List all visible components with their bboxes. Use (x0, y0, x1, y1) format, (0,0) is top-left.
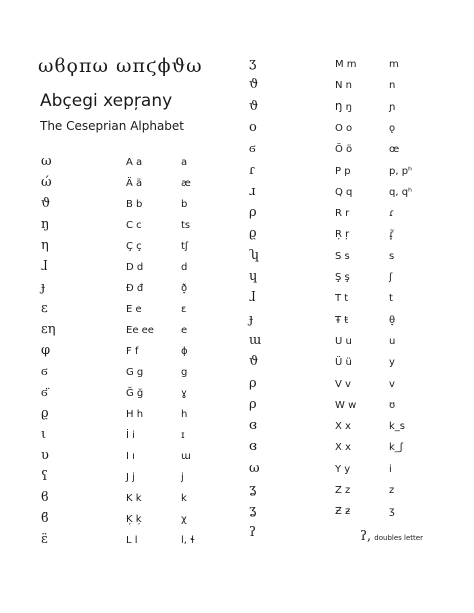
glyph: ο (249, 119, 257, 135)
ipa-value: ɪ (181, 430, 185, 441)
ipa-value: ɾ (389, 208, 395, 220)
glyph: ε (41, 301, 48, 316)
glyph: ϐ (41, 490, 49, 505)
ipa-value: ð̞ (181, 283, 188, 294)
ipa-value: q, qʰ (389, 186, 413, 198)
ipa-value: θ̞ (389, 314, 396, 326)
glyph: ω (249, 460, 260, 476)
ipa-value: tʃ (181, 241, 189, 252)
glyph: ρ (249, 375, 257, 391)
latin-letter: Ş ş (335, 272, 350, 283)
ipa-value: k_s (389, 421, 406, 433)
glyph: ɺ (41, 259, 48, 274)
glyph: ʓ (249, 503, 257, 519)
latin-letter: Ķ ķ (126, 514, 142, 525)
glyph: ρ (249, 205, 257, 221)
glyph: ω (41, 154, 52, 169)
latin-letter: Q q (335, 186, 353, 198)
glyph: ɯ (249, 332, 262, 348)
latin-letter: K k (126, 493, 142, 504)
ipa-value: b (181, 199, 188, 210)
glyph: ϑ (249, 354, 259, 370)
glyph: ʒ (249, 56, 257, 71)
ipa-value: ɛ (181, 304, 187, 315)
latin-letter: I ı (126, 451, 135, 462)
latin-letter: N n (335, 80, 352, 92)
latin-letter: Ŗ ŗ (335, 229, 350, 241)
glyph: ϐ̈ (41, 511, 49, 526)
ipa-value: ʊ (389, 399, 396, 411)
glyph: ϭ̈ (41, 385, 48, 400)
ipa-value: k (181, 493, 187, 504)
ipa-value: ɾ̥̃ (389, 229, 395, 241)
latin-letter: Ç ç (126, 241, 142, 252)
latin-letter: A a (126, 157, 143, 168)
latin-letter: Ƶ ƶ (335, 506, 351, 518)
ipa-value: k_ʃ (389, 442, 404, 454)
ipa-value: e (181, 325, 188, 336)
latin-letter: C c (126, 220, 142, 231)
glyph: ρ (249, 396, 257, 412)
ipa-value: p, pʰ (389, 165, 413, 177)
glyph: ɞ (249, 418, 257, 434)
latin-letter: X x (335, 442, 351, 454)
latin-letter: Ü ü (335, 357, 352, 369)
ipa-value: h (181, 409, 188, 420)
glyph: ι (41, 427, 47, 442)
glyph: ʮ (249, 247, 260, 263)
ipa-value: g (181, 367, 188, 378)
ipa-value: χ (181, 514, 187, 525)
ipa-value: d (181, 262, 188, 273)
latin-letter: H h (126, 409, 144, 420)
latin-letter: E e (126, 304, 142, 315)
latin-letter: Ä ä (126, 178, 143, 189)
script-title: ωϐϙπω ωπϛϕϑω (38, 55, 203, 77)
latin-letter: Ŋ ŋ (335, 101, 352, 113)
glyph: ɟ (41, 280, 46, 295)
latin-letter: S s (335, 250, 350, 262)
glyph: ɞ (249, 439, 257, 455)
latin-letter: Y y (335, 463, 351, 475)
latin-letter: G g (126, 367, 144, 378)
ipa-value: œ (389, 144, 400, 156)
ipa-value: s (389, 250, 395, 262)
latin-letter: U u (335, 335, 352, 347)
latin-letter: Ğ ğ (126, 388, 144, 399)
footnote (360, 531, 423, 544)
glyph: η (41, 238, 49, 253)
latin-letter: B b (126, 199, 143, 210)
ipa-value: i (389, 463, 392, 475)
latin-letter: Z z (335, 485, 351, 496)
ipa-value: n (389, 80, 396, 92)
latin-letter: L l (126, 535, 138, 546)
ipa-value: ʒ (389, 506, 395, 518)
ipa-value: ɣ (181, 388, 187, 399)
glyph: ϭ (41, 364, 48, 379)
english-title: The Ceseprian Alphabet (40, 119, 185, 133)
ipa-value: ǫ (389, 122, 396, 134)
ipa-value: j (181, 472, 184, 483)
latin-letter: O o (335, 122, 353, 134)
glyph: ώ (41, 175, 52, 190)
glyph: ɟ (249, 311, 254, 327)
latin-letter: İ i (126, 430, 135, 441)
latin-letter: M m (335, 59, 357, 70)
glyph: ϑ (249, 77, 259, 93)
latin-letter: D d (126, 262, 144, 273)
latin-letter: W w (335, 399, 357, 411)
glyph: εη (41, 322, 56, 337)
ipa-value: ts (181, 220, 191, 231)
latin-letter: Đ đ (126, 283, 144, 294)
ipa-value: ɯ (181, 451, 191, 462)
latin-letter: X x (335, 421, 351, 433)
footnote-symbol: ʔ, (360, 529, 372, 544)
native-title: Abçegi xepŗany (40, 91, 173, 111)
glyph: υ (41, 448, 49, 463)
ipa-value: z (389, 485, 395, 496)
glyph: ɥ (249, 269, 258, 284)
glyph: ϑ (41, 196, 51, 211)
ipa-value: u (389, 335, 396, 347)
glyph: ʔ (249, 524, 256, 540)
ipa-value: t (389, 293, 393, 305)
glyph: ϱ (41, 406, 49, 421)
latin-letter: R r (335, 208, 350, 220)
ipa-value: m (389, 59, 399, 70)
latin-letter: Ŧ ŧ (335, 314, 349, 326)
latin-letter: Ee ee (126, 325, 154, 336)
glyph: ϱ (249, 226, 257, 242)
glyph: ɹ (249, 183, 256, 199)
ipa-value: ɲ (389, 101, 396, 113)
footnote-text: doubles letter (374, 534, 423, 542)
glyph: ϭ (249, 141, 256, 157)
latin-letter: P p (335, 165, 351, 177)
ipa-value: l, ɬ (181, 535, 196, 546)
latin-letter: V v (335, 378, 351, 390)
ipa-value: æ (181, 178, 191, 189)
latin-letter: J j (126, 472, 135, 483)
latin-letter: T t (335, 293, 349, 305)
glyph: ʓ (249, 482, 257, 497)
latin-letter: Ö ö (335, 144, 353, 156)
glyph: ɾ (249, 162, 255, 178)
glyph: ɛ̈ (41, 532, 48, 547)
glyph: ɺ (249, 290, 256, 306)
ipa-value: a (181, 157, 188, 168)
ipa-value: ɸ (181, 346, 188, 357)
glyph: ϑ (249, 98, 259, 114)
ipa-value: v (389, 378, 395, 390)
glyph: φ (41, 343, 51, 358)
glyph: ŋ (41, 217, 50, 232)
latin-letter: F f (126, 346, 139, 357)
glyph: ʕ (41, 469, 48, 484)
ipa-value: y (389, 357, 395, 369)
ipa-value: ʃ (389, 272, 393, 283)
